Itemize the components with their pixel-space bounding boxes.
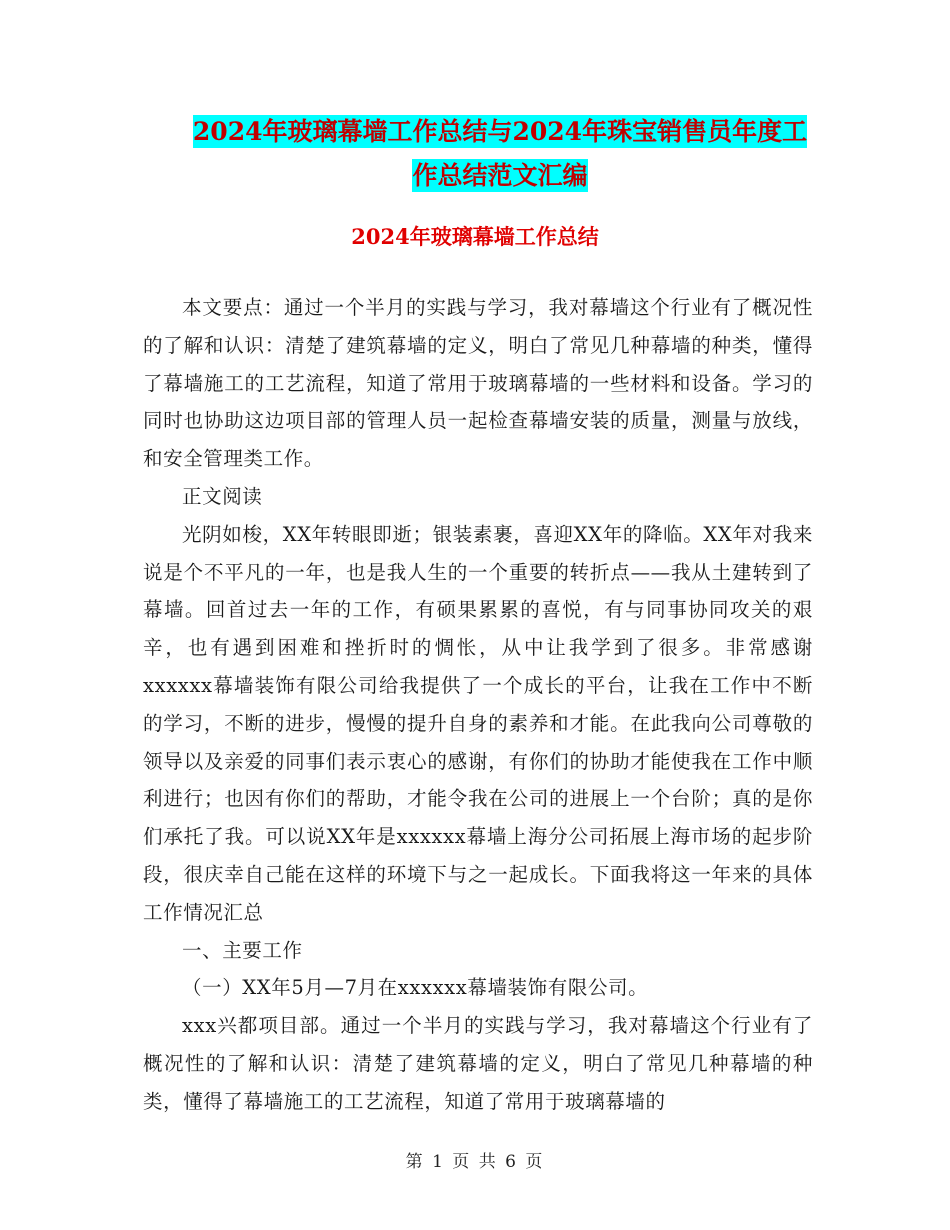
paragraph-main: 光阴如梭，XX年转眼即逝；银装素裹，喜迎XX年的降临。XX年对我来说是个不平凡的一年，也是我人生的一个重要的转折点——我从土建转到了幕墙。回首过去一年的工作，有硕果累累的喜悦，有与同事协同攻关的艰辛，也有遇到困难和挫折时的惆怅，从中让我学到了很多。非常感谢xxxxxx幕墙装饰有限公司给我提供了一个成长的平台，让我在工作中不断的学习，不断的进步，慢慢的提升自身的素养和才能。在此我向公司尊敬的领导以及亲爱的同事们表示衷心的感谢，有你们的协助才能使我在工作中顺利进行；也因有你们的帮助，才能令我在公司的进展上一个台阶；真的是你们承托了我。可以说XX年是xxxxxx幕墙上海分公司拓展上海市场的起步阶段，很庆幸自己能在这样的环境下与之一起成长。下面我将这一年来的具体工作情况汇总 bbox=[143, 522, 813, 924]
document-title-line-1: 2024年玻璃幕墙工作总结与2024年珠宝销售员年度工 bbox=[192, 117, 808, 146]
paragraph-subheading-period: （一）XX年5月—7月在xxxxxx幕墙装饰有限公司。 bbox=[182, 976, 649, 1000]
document-body bbox=[143, 289, 813, 1121]
document-title-line-2: 作总结范文汇编 bbox=[412, 161, 588, 190]
document-title bbox=[140, 110, 860, 198]
paragraph-heading-main-work: 一、主要工作 bbox=[182, 938, 303, 962]
page-footer: 第 1 页 共 6 页 bbox=[405, 1152, 545, 1172]
paragraph-project: xxx兴都项目部。通过一个半月的实践与学习，我对幕墙这个行业有了概况性的了解和认识：清楚了建筑幕墙的定义，明白了常见几种幕墙的种类，懂得了幕墙施工的工艺流程，知道了常用于玻璃幕墙的 bbox=[143, 1014, 813, 1113]
paragraph-summary: 本文要点：通过一个半月的实践与学习，我对幕墙这个行业有了概况性的了解和认识：清楚了建筑幕墙的定义，明白了常见几种幕墙的种类，懂得了幕墙施工的工艺流程，知道了常用于玻璃幕墙的一些材料和设备。学习的同时也协助这边项目部的管理人员一起检查幕墙安装的质量，测量与放线，和安全管理类工作。 bbox=[143, 296, 813, 471]
paragraph-heading-reading: 正文阅读 bbox=[182, 484, 263, 508]
section-title: 2024年玻璃幕墙工作总结 bbox=[351, 224, 599, 249]
